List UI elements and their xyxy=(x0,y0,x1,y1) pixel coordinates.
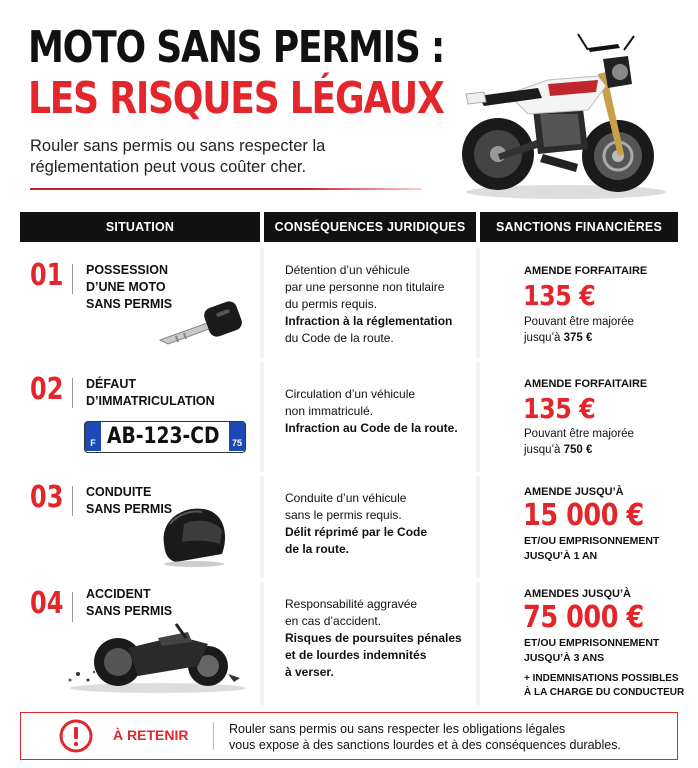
sanction-amount: 135 € xyxy=(523,392,596,425)
row-number: 04 xyxy=(30,586,64,621)
row-divider xyxy=(72,264,73,294)
row-divider xyxy=(72,378,73,408)
retenir-text: Rouler sans permis ou sans respecter les obligations légales vous expose à des sanctions lourdes et à des conséquences durables. xyxy=(229,722,621,752)
situation-title: CONDUITE SANS PERMIS xyxy=(86,485,173,516)
sanction-note: Pouvant être majorée jusqu’à 750 € xyxy=(524,428,634,456)
situation-title: POSSESSION D’UNE MOTO SANS PERMIS xyxy=(86,263,173,311)
sanction-footer: + INDEMNISATIONS POSSIBLES À LA CHARGE DU CONDUCTEUR xyxy=(524,673,685,698)
crashed-motorcycle-illustration xyxy=(58,618,248,694)
row-number: 02 xyxy=(30,372,64,407)
motorcycle-illustration xyxy=(448,14,678,204)
helmet-icon xyxy=(156,502,230,568)
consequence-text: Circulation d’un véhicule non immatriculé. Infraction au Code de la route. xyxy=(285,387,458,435)
exclamation-icon xyxy=(59,719,93,753)
plate-country: F xyxy=(85,422,101,451)
sanction-heading: AMENDE FORFAITAIRE xyxy=(524,378,648,390)
page-subtitle: Rouler sans permis ou sans respecter la réglementation peut vous coûter cher. xyxy=(30,137,326,176)
retenir-box xyxy=(20,712,678,760)
column-header-situation: SITUATION xyxy=(20,212,260,242)
sanction-extra: ET/OU EMPRISONNEMENT JUSQU’À 1 AN xyxy=(524,535,660,562)
plate-number: AB-123-CD xyxy=(107,424,220,449)
consequence-text: Conduite d’un véhicule sans le permis requis. Délit réprimé par le Code de la route. xyxy=(285,491,428,556)
column-header-consequences: CONSÉQUENCES JURIDIQUES xyxy=(264,212,476,242)
sanction-heading: AMENDE JUSQU’À xyxy=(524,486,624,498)
consequence-text: Détention d’un véhicule par une personne non titulaire du permis requis. Infraction à la réglementation du Code de la route. xyxy=(285,263,453,345)
row-number: 01 xyxy=(30,258,64,293)
sanction-note: Pouvant être majorée jusqu’à 375 € xyxy=(524,316,634,344)
key-icon xyxy=(156,298,246,348)
sanction-amount: 75 000 € xyxy=(523,600,644,635)
consequence-text: Responsabilité aggravée en cas d’accident. Risques de poursuites pénales et de lourdes indemnités à verser. xyxy=(285,597,462,679)
title-underline xyxy=(30,188,422,190)
page-title-line1: MOTO SANS PERMIS : xyxy=(28,22,445,73)
situation-title: DÉFAUT D’IMMATRICULATION xyxy=(86,377,215,408)
license-plate xyxy=(84,421,246,453)
retenir-divider xyxy=(213,722,214,750)
sanction-heading: AMENDE FORFAITAIRE xyxy=(524,265,648,277)
plate-department: 75 xyxy=(229,422,245,451)
situation-title: ACCIDENT SANS PERMIS xyxy=(86,587,173,618)
page-title-line2: LES RISQUES LÉGAUX xyxy=(28,73,444,124)
retenir-label: À RETENIR xyxy=(113,727,189,743)
sanction-amount: 135 € xyxy=(523,279,596,312)
row-number: 03 xyxy=(30,480,64,515)
sanction-amount: 15 000 € xyxy=(523,498,644,533)
row-divider xyxy=(72,486,73,516)
sanction-extra: ET/OU EMPRISONNEMENT JUSQU’À 3 ANS xyxy=(524,637,660,664)
column-header-sanctions: SANCTIONS FINANCIÈRES xyxy=(480,212,678,242)
sanction-heading: AMENDES JUSQU’À xyxy=(524,588,631,600)
